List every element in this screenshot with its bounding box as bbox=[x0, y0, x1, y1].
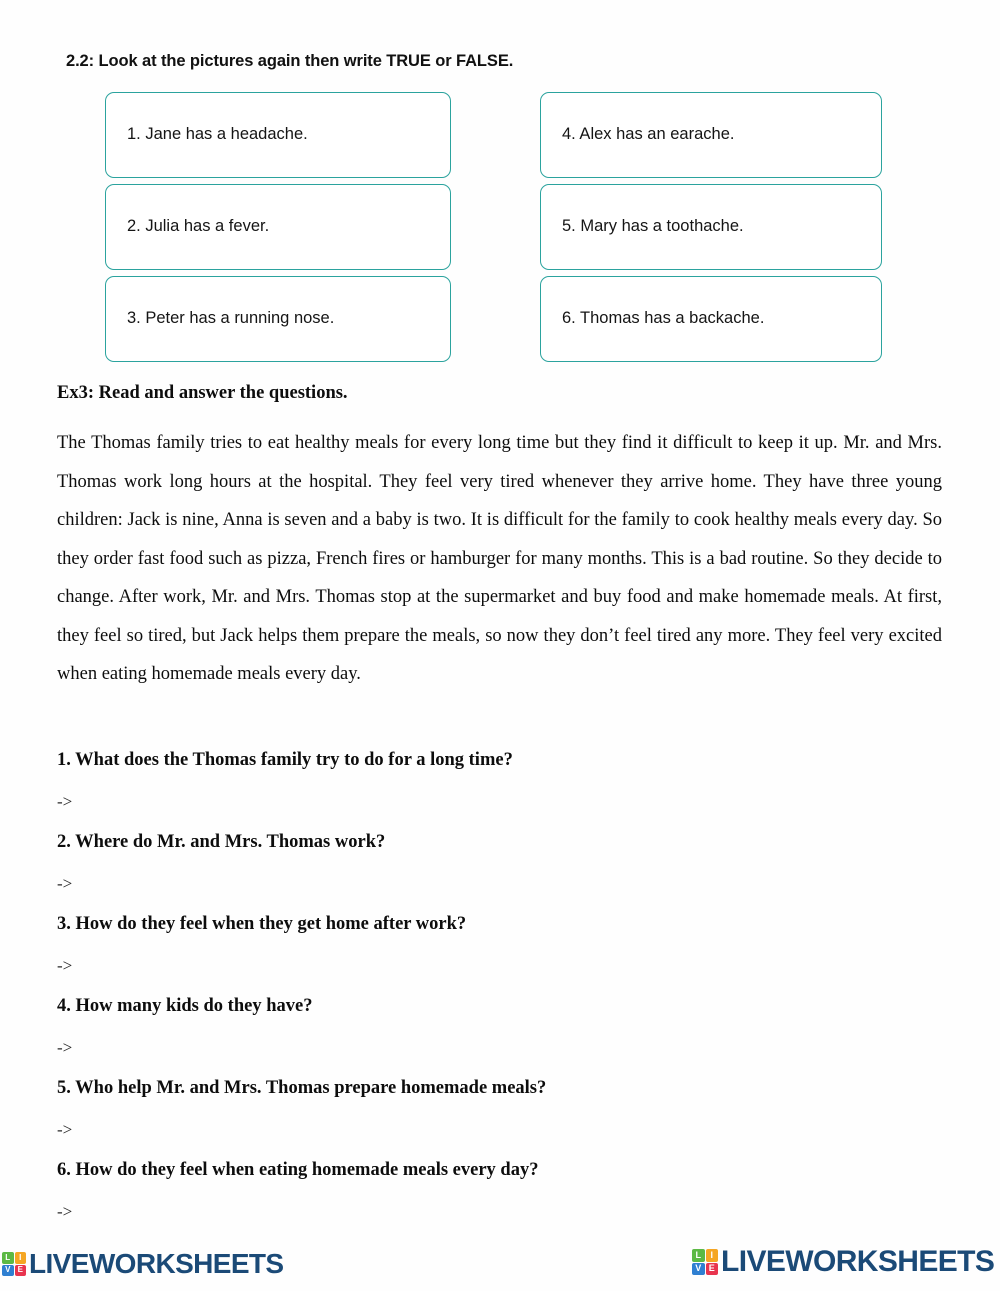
answer-line[interactable]: -> bbox=[57, 1120, 73, 1139]
true-false-box[interactable] bbox=[540, 276, 882, 362]
true-false-box[interactable] bbox=[105, 276, 451, 362]
section-heading-2-2: 2.2: Look at the pictures again then write TRUE or FALSE. bbox=[66, 52, 514, 70]
logo-tile-l: L bbox=[692, 1249, 705, 1262]
boxes-column-left bbox=[105, 92, 451, 368]
question-item bbox=[57, 1068, 957, 1150]
question-item bbox=[57, 822, 957, 904]
true-false-box[interactable] bbox=[105, 92, 451, 178]
true-false-box-label: 1. Jane has a headache. bbox=[127, 125, 308, 144]
question-item bbox=[57, 740, 957, 822]
answer-line[interactable]: -> bbox=[57, 1038, 73, 1057]
true-false-box-label: 6. Thomas has a backache. bbox=[562, 309, 765, 328]
logo-tile-e: E bbox=[15, 1265, 27, 1277]
question-text: 2. Where do Mr. and Mrs. Thomas work? bbox=[57, 832, 386, 852]
question-text: 1. What does the Thomas family try to do for a long time? bbox=[57, 750, 513, 770]
exercise3-heading: Ex3: Read and answer the questions. bbox=[57, 383, 348, 403]
question-list bbox=[57, 740, 957, 1232]
true-false-box[interactable] bbox=[540, 92, 882, 178]
question-item bbox=[57, 1150, 957, 1232]
logo-wordmark: LIVEWORKSHEETS bbox=[721, 1245, 995, 1278]
logo-tile-i: I bbox=[706, 1249, 719, 1262]
liveworksheets-logo-right[interactable] bbox=[692, 1247, 994, 1277]
answer-line[interactable]: -> bbox=[57, 792, 73, 811]
true-false-box[interactable] bbox=[105, 184, 451, 270]
logo-tile-l: L bbox=[2, 1252, 14, 1264]
reading-passage: The Thomas family tries to eat healthy meals for every long time but they find it difficult to keep it up. Mr. and Mrs. Thomas work long hours at the hospital. They feel very tired whenever they arrive home. They have three young children: Jack is nine, Anna is seven and a baby is two. It is difficult for the family to cook healthy meals every day. So they order fast food such as pizza, French fires or hamburger for many months. This is a bad routine. So they decide to change. After work, Mr. and Mrs. Thomas stop at the supermarket and buy food and make homemade meals. At first, they feel so tired, but Jack helps them prepare the meals, so now they don’t feel tired any more. They feel very excited when eating homemade meals every day. bbox=[57, 433, 942, 684]
logo-tile-v: V bbox=[2, 1265, 14, 1277]
question-text: 4. How many kids do they have? bbox=[57, 996, 313, 1016]
question-text: 3. How do they feel when they get home after work? bbox=[57, 914, 467, 934]
true-false-box-label: 2. Julia has a fever. bbox=[127, 217, 270, 236]
liveworksheets-logo-left[interactable] bbox=[2, 1250, 284, 1278]
true-false-box[interactable] bbox=[540, 184, 882, 270]
logo-tile-e: E bbox=[706, 1263, 719, 1276]
question-text: 6. How do they feel when eating homemade meals every day? bbox=[57, 1160, 539, 1180]
answer-line[interactable]: -> bbox=[57, 1202, 73, 1221]
answer-line[interactable]: -> bbox=[57, 956, 73, 975]
answer-line[interactable]: -> bbox=[57, 874, 73, 893]
true-false-box-label: 4. Alex has an earache. bbox=[562, 125, 735, 144]
liveworksheets-tiles-icon bbox=[692, 1249, 718, 1275]
question-item bbox=[57, 904, 957, 986]
logo-wordmark: LIVEWORKSHEETS bbox=[29, 1248, 284, 1279]
true-false-box-label: 3. Peter has a running nose. bbox=[127, 309, 335, 328]
logo-tile-i: I bbox=[15, 1252, 27, 1264]
true-false-box-label: 5. Mary has a toothache. bbox=[562, 217, 744, 236]
logo-tile-v: V bbox=[692, 1263, 705, 1276]
boxes-column-right bbox=[540, 92, 882, 368]
question-item bbox=[57, 986, 957, 1068]
liveworksheets-tiles-icon bbox=[2, 1252, 26, 1276]
question-text: 5. Who help Mr. and Mrs. Thomas prepare homemade meals? bbox=[57, 1078, 547, 1098]
